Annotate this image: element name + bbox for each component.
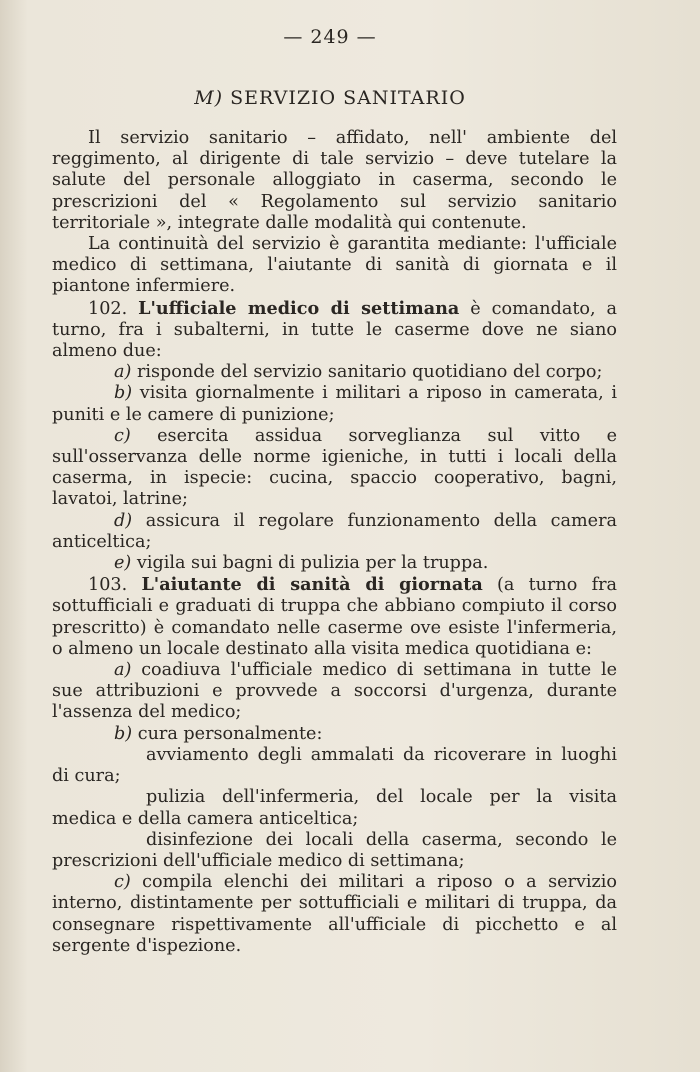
- article-103-heading: L'aiutante di sanità di giornata: [141, 574, 483, 596]
- article-103-lead: (a turno fra sottufficiali e graduati di truppa che abbiano compiuto il corso prescritto) è comandato nelle caserme ove esiste l'infermeria, o almeno un locale destinato alla visita medica quotidiana e:: [52, 575, 617, 659]
- item-letter: a): [114, 660, 132, 681]
- item-letter: e): [114, 553, 132, 574]
- article-102-item-b: [52, 383, 617, 425]
- article-102-item-c: [52, 426, 617, 511]
- section-title: [0, 87, 660, 109]
- item-letter: c): [114, 872, 131, 893]
- article-102-item-e: [52, 553, 617, 574]
- article-103-sub-item-2: pulizia dell'infermeria, del locale per la visita medica e della camera anticeltica;: [52, 787, 617, 829]
- section-title-text: SERVIZIO SANITARIO: [230, 87, 466, 109]
- article-103-item-c: [52, 872, 617, 957]
- item-text: cura personalmente:: [132, 723, 323, 744]
- item-text: compila elenchi dei militari a riposo o a servizio interno, distintamente per sottufficiali e militari di truppa, da consegnare rispettivamente all'ufficiale di picchetto e al sergente d'ispezione.: [52, 872, 617, 956]
- item-letter: d): [114, 510, 133, 531]
- item-text: coadiuva l'ufficiale medico di settimana in tutte le sue attribuzioni e provvede a soccorsi d'urgenza, durante l'assenza del medico;: [52, 660, 617, 723]
- section-letter: M): [194, 87, 224, 109]
- intro-paragraph-2: La continuità del servizio è garantita mediante: l'ufficiale medico di settimana, l'aiutante di sanità di giornata e il piantone infermiere.: [52, 234, 617, 297]
- body-text: [52, 128, 617, 957]
- article-103-number: 103.: [88, 575, 128, 596]
- article-102-number: 102.: [88, 298, 128, 319]
- article-103: [52, 574, 617, 660]
- item-letter: b): [114, 383, 133, 404]
- item-text: esercita assidua sorveglianza sul vitto e sull'osservanza delle norme igieniche, in tutti i locali della caserma, in ispecie: cucina, spaccio cooperativo, bagni, lavatoi, latrine;: [52, 425, 617, 510]
- article-102-item-d: [52, 511, 617, 553]
- item-letter: b): [114, 723, 133, 744]
- item-text: assicura il regolare funzionamento della camera anticeltica;: [52, 510, 617, 552]
- article-102-lead: è comandato, a turno, fra i subalterni, in tutte le caserme dove ne siano almeno due:: [52, 298, 617, 362]
- article-103-sub-item-1: avviamento degli ammalati da ricoverare in luoghi di cura;: [52, 744, 617, 787]
- article-102-item-a: [52, 362, 617, 383]
- item-text: risponde del servizio sanitario quotidiano del corpo;: [131, 362, 603, 383]
- page-number: — 249 —: [283, 26, 377, 48]
- item-letter: c): [114, 425, 131, 446]
- article-102-heading: L'ufficiale medico di settimana: [138, 297, 460, 319]
- article-103-item-b: [52, 724, 617, 745]
- item-text: visita giornalmente i militari a riposo in camerata, i puniti e le camere di punizione;: [52, 383, 617, 425]
- item-text: vigila sui bagni di pulizia per la truppa.: [131, 553, 489, 574]
- article-103-sub-item-3: disinfezione dei locali della caserma, secondo le prescrizioni dell'ufficiale medico di settimana;: [52, 829, 617, 871]
- article-103-item-a: [52, 660, 617, 724]
- article-102: [52, 298, 617, 363]
- item-letter: a): [114, 362, 132, 383]
- intro-paragraph-1: Il servizio sanitario – affidato, nell' ambiente del reggimento, al dirigente di tale servizio – deve tutelare la salute del personale alloggiato in caserma, secondo le prescrizioni del « Regolamento sul servizio sanitario territoriale », integrate dalle modalità qui contenute.: [52, 128, 617, 233]
